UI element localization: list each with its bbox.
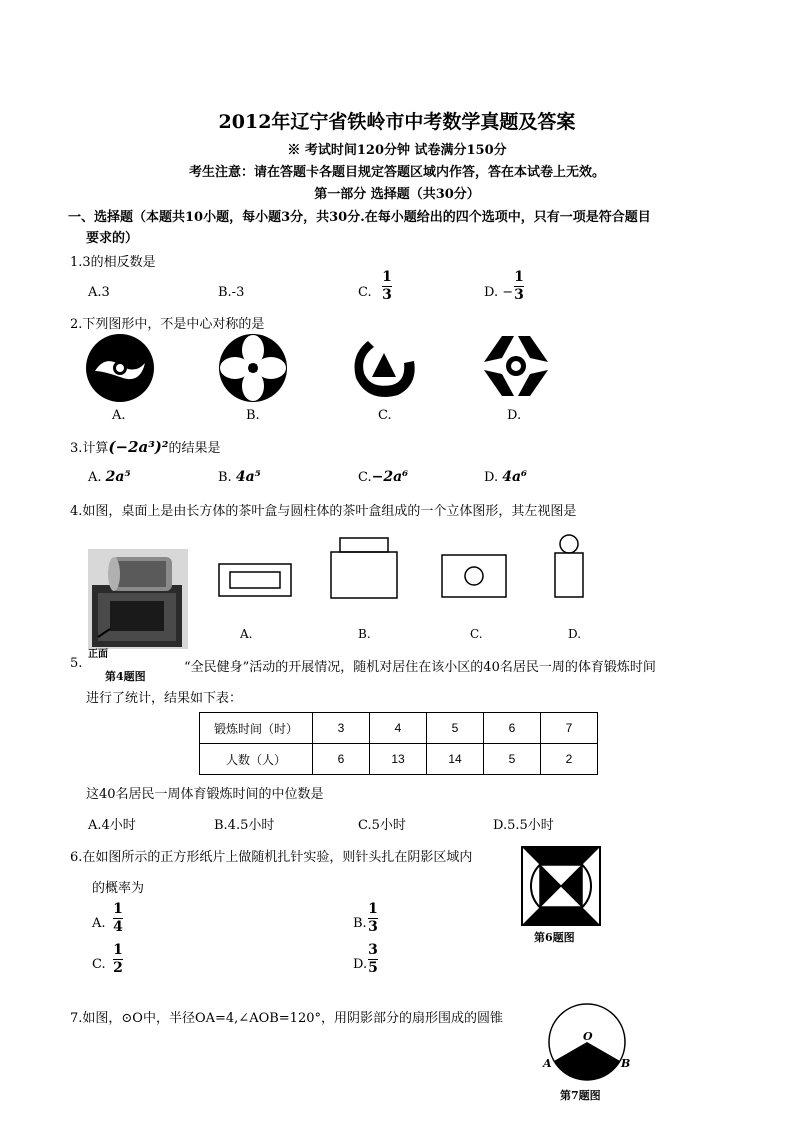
q6-option-a-fraction [113,902,123,935]
q2-figure-a [85,333,155,403]
table-cell: 5 [427,713,484,744]
q4-stem: 4.如图，桌面上是由长方体的茶叶盒与圆柱体的茶叶盒组成的一个立体图形，其左视图是 [70,504,577,519]
q4-label-a: A. [240,627,253,641]
q2-stem: 2.下列图形中，不是中心对称的是 [70,317,265,332]
table-cell: 4 [370,713,427,744]
q5-table [199,712,598,775]
q4-option-b-figure [330,537,398,599]
q3-option-a-label: A. [88,470,102,485]
fraction-denominator: 3 [368,919,378,935]
q6-option-d: D. [353,957,368,972]
q1-option-d: D. − [484,285,514,300]
section-one-heading: 一、选择题（本题共10小题，每小题3分，共30分.在每小题给出的四个选项中，只有一项是符合题目 [68,210,651,225]
q4-option-a-figure [218,563,292,597]
page-title: 2012年辽宁省铁岭市中考数学真题及答案 [218,111,576,133]
table-cell: 13 [370,744,427,775]
q1-stem: 1.3的相反数是 [70,255,156,270]
table-cell: 6 [313,744,370,775]
table-cell: 7 [541,713,598,744]
q7-caption: 第7题图 [560,1089,601,1102]
q7-label-b: B [621,1057,631,1070]
exam-info: ※ 考试时间120分钟 试卷满分150分 [287,143,507,158]
q3-option-b-label: B. [218,470,232,485]
q3-option-d-value: 4a⁶ [502,469,528,485]
fraction-numerator: 1 [368,901,378,917]
q2-label-c: C. [378,408,392,423]
q7-label-a: A [543,1057,552,1070]
q1-option-a: A.3 [88,285,110,300]
fraction-numerator: 1 [382,269,392,285]
q4-option-c-figure [441,554,507,598]
q4-option-d-figure [553,534,585,598]
table-header-cell: 锻炼时间（时） [200,713,313,744]
q2-label-b: B. [246,408,260,423]
q3-stem-pre: 3.计算 [70,441,109,456]
q5-stem-line1: “全民健身”活动的开展情况，随机对居住在该小区的40名居民一周的体育锻炼时间 [184,660,656,675]
q6-option-b-fraction [368,902,378,935]
table-cell: 6 [484,713,541,744]
table-header-cell: 人数（人） [200,744,313,775]
fraction-denominator: 5 [368,960,378,976]
q1-option-c-fraction [382,270,392,303]
q6-stem-line2: 的概率为 [92,881,145,896]
exam-notice: 考生注意：请在答题卡各题目规定答题区域内作答，答在本试卷上无效。 [188,165,605,180]
q5-number: 5. [70,656,83,671]
q4-label-c: C. [470,627,483,641]
q1-option-c: C. [358,285,372,300]
fraction-numerator: 1 [514,269,524,285]
q5-option-a: A.4小时 [88,818,136,833]
part-one-heading: 第一部分 选择题（共30分） [314,187,480,202]
q6-option-b: B. [353,916,367,931]
table-cell: 3 [313,713,370,744]
q6-option-c: C. [92,957,106,972]
q4-label-d: D. [568,627,582,641]
fraction-denominator: 3 [382,287,392,303]
fraction-denominator: 2 [113,960,123,976]
q3-option-c [358,469,408,485]
table-row [200,713,598,744]
q4-photo-label: 正面 [88,649,108,660]
q3-option-b [218,469,261,485]
q4-caption: 第4题图 [105,670,146,683]
section-one-heading-cont: 要求的） [86,231,139,246]
q6-stem-line1: 6.在如图所示的正方形纸片上做随机扎针实验，则针头扎在阴影区域内 [70,850,473,865]
q3-option-b-value: 4a⁵ [235,469,261,485]
q2-figure-c [348,333,420,403]
q2-figure-d [480,330,552,402]
q5-option-c: C.5小时 [358,818,406,833]
q3-option-c-value: −2a⁶ [371,469,409,485]
q4-photo [88,549,188,649]
q6-option-c-fraction [113,943,123,976]
fraction-numerator: 1 [113,942,123,958]
q4-label-b: B. [358,627,371,641]
fraction-denominator: 4 [113,919,123,935]
table-cell: 14 [427,744,484,775]
q3-option-d-label: D. [484,470,499,485]
q1-option-b: B.-3 [218,285,245,300]
q5-option-b: B.4.5小时 [214,818,275,833]
q6-figure [521,846,601,926]
q2-label-d: D. [507,408,522,423]
q2-label-a: A. [112,408,126,423]
q5-stem-line2: 进行了统计，结果如下表： [86,691,243,706]
q2-figure-b [218,333,288,403]
q3-option-a [88,469,131,485]
q5-option-d: D.5.5小时 [493,818,554,833]
q3-expression: (−2a³)² [108,438,169,456]
table-row [200,744,598,775]
q6-caption: 第6题图 [534,931,575,944]
fraction-numerator: 3 [368,942,378,958]
q7-stem-line1: 7.如图，⊙O中，半径OA=4,∠AOB=120°，用阴影部分的扇形围成的圆锥 [70,1011,503,1026]
q3-option-c-label: C. [358,470,372,485]
q3-option-d [484,469,527,485]
table-cell: 5 [484,744,541,775]
q6-option-a: A. [92,916,106,931]
q3-option-a-value: 2a⁵ [105,469,131,485]
fraction-denominator: 3 [514,287,524,303]
fraction-numerator: 1 [113,901,123,917]
table-cell: 2 [541,744,598,775]
q7-label-o: O [583,1030,593,1043]
q3-stem-post: 的结果是 [168,441,221,456]
q5-stem-line3: 这40名居民一周体育锻炼时间的中位数是 [86,787,324,802]
q3-stem [70,437,220,456]
q6-option-d-fraction [368,943,378,976]
q1-option-d-fraction [514,270,524,303]
